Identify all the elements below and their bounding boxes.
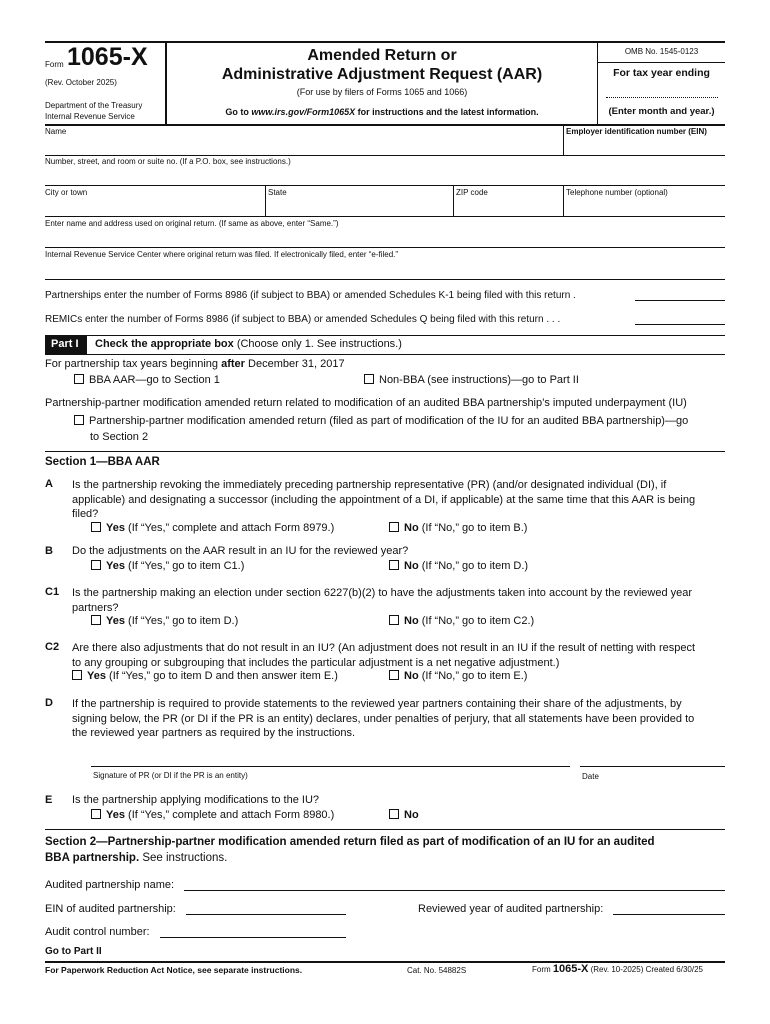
item-c1-no[interactable]: No (If “No,” go to item C2.) bbox=[389, 615, 534, 627]
form-word: Form bbox=[45, 60, 64, 69]
revision: (Rev. October 2025) bbox=[45, 78, 117, 87]
bba-aar-option[interactable]: BBA AAR—go to Section 1 bbox=[74, 374, 220, 386]
checkbox[interactable] bbox=[91, 809, 101, 819]
audit-control-label: Audit control number: bbox=[45, 926, 150, 938]
reviewed-year-label: Reviewed year of audited partnership: bbox=[418, 903, 604, 915]
zip-label: ZIP code bbox=[456, 188, 488, 197]
item-a-yes[interactable]: Yes (If “Yes,” complete and attach Form 8979.) bbox=[91, 522, 334, 534]
tax-year-label: For tax year ending bbox=[613, 67, 710, 79]
audited-name-input[interactable] bbox=[184, 890, 725, 891]
item-c2-question: Are there also adjustments that do not result in an IU? (An adjustment does not result in an IU if the result of netting with respect to any grouping or subgrouping that includes the particular adjustment is a net negative adjustment.) bbox=[72, 642, 696, 669]
signature-input[interactable] bbox=[91, 766, 570, 767]
irs-center-label: Internal Revenue Service Center where original return was filed. If electronically filed, enter “e-filed.” bbox=[45, 250, 399, 259]
audited-ein-input[interactable] bbox=[186, 914, 346, 915]
item-b-question: Do the adjustments on the AAR result in an IU for the reviewed year? bbox=[72, 545, 409, 557]
name-label: Name bbox=[45, 127, 67, 136]
item-e-no[interactable]: No bbox=[389, 809, 419, 821]
ppm-option[interactable]: Partnership-partner modification amended return (filed as part of modification of the IU for an audited BBA partnership)—go to Section 2 bbox=[74, 413, 688, 445]
date-label: Date bbox=[582, 772, 599, 781]
checkbox[interactable] bbox=[91, 560, 101, 570]
bba-year-note: For partnership tax years beginning after December 31, 2017 bbox=[45, 358, 345, 370]
part-1-title: Check the appropriate box (Choose only 1. See instructions.) bbox=[95, 338, 402, 350]
department: Department of the Treasury bbox=[45, 101, 143, 110]
ppm-intro: Partnership-partner modification amended return related to modification of an audited BBA partnership’s imputed underpayment (IU) bbox=[45, 397, 687, 409]
item-d-statement: If the partnership is required to provide statements to the reviewed year partners containing their share of the adjustments, by signing below, the PR (or DI if the PR is an entity) declares, under penalties of perjury, that all statements have been provided to the reviewed year partners as required by the instructions. bbox=[72, 698, 695, 739]
remics-count-label: REMICs enter the number of Forms 8986 (if subject to BBA) or amended Schedules Q being filed with this return . . . bbox=[45, 314, 561, 325]
item-b-no[interactable]: No (If “No,” go to item D.) bbox=[389, 560, 528, 572]
checkbox[interactable] bbox=[74, 374, 84, 384]
section-2-title: Section 2—Partnership-partner modification amended return filed as part of modification of an IU for an audited BBA partnership. See instructions. bbox=[45, 836, 655, 864]
instructions-link[interactable]: Go to www.irs.gov/Form1065X for instructions and the latest information. bbox=[225, 107, 539, 117]
city-label: City or town bbox=[45, 188, 88, 197]
checkbox[interactable] bbox=[389, 615, 399, 625]
section-1-title: Section 1—BBA AAR bbox=[45, 456, 160, 468]
checkbox[interactable] bbox=[389, 670, 399, 680]
signature-label: Signature of PR (or DI if the PR is an entity) bbox=[93, 771, 248, 780]
form-subtitle: (For use by filers of Forms 1065 and 1066) bbox=[296, 87, 468, 97]
checkbox[interactable] bbox=[91, 522, 101, 532]
catalog-number: Cat. No. 54882S bbox=[407, 966, 467, 975]
checkbox[interactable] bbox=[389, 809, 399, 819]
phone-label: Telephone number (optional) bbox=[566, 188, 668, 197]
item-letter: C1 bbox=[45, 586, 60, 598]
item-c1-question: Is the partnership making an election under section 6227(b)(2) to have the adjustments taken into account by the reviewed year partners? bbox=[72, 587, 693, 614]
item-a-question: Is the partnership revoking the immediately preceding partnership representative (PR) (and/or designated individual (DI), if applicable) and designating a successor (including the appointment of a DI, if applicable) at the same time that this AAR is being filed? bbox=[72, 479, 696, 520]
date-input[interactable] bbox=[580, 766, 725, 767]
item-e-question: Is the partnership applying modifications to the IU? bbox=[72, 794, 320, 806]
original-name-label: Enter name and address used on original return. (If same as above, enter “Same.”) bbox=[45, 219, 339, 228]
ein-label: Employer identification number (EIN) bbox=[566, 127, 707, 136]
non-bba-option[interactable]: Non-BBA (see instructions)—go to Part II bbox=[364, 374, 579, 386]
item-letter: B bbox=[45, 545, 53, 557]
audited-ein-label: EIN of audited partnership: bbox=[45, 903, 176, 915]
street-input[interactable] bbox=[45, 166, 725, 185]
partnerships-count-label: Partnerships enter the number of Forms 8986 (if subject to BBA) or amended Schedules K-1 being filed with this return . bbox=[45, 290, 576, 301]
agency: Internal Revenue Service bbox=[45, 112, 135, 121]
reviewed-year-input[interactable] bbox=[613, 914, 725, 915]
name-input[interactable] bbox=[45, 136, 563, 155]
form-number: 1065-X bbox=[67, 43, 148, 71]
item-a-no[interactable]: No (If “No,” go to item B.) bbox=[389, 522, 527, 534]
audited-name-label: Audited partnership name: bbox=[45, 879, 175, 891]
form-title: Amended Return or Administrative Adjustment Request (AAR) bbox=[221, 47, 543, 83]
state-label: State bbox=[268, 188, 287, 197]
checkbox[interactable] bbox=[72, 670, 82, 680]
omb-number: OMB No. 1545-0123 bbox=[624, 47, 699, 56]
tax-year-hint: (Enter month and year.) bbox=[608, 106, 715, 117]
remics-count-input[interactable] bbox=[635, 324, 725, 325]
item-letter: A bbox=[45, 478, 53, 490]
checkbox[interactable] bbox=[364, 374, 374, 384]
item-letter: E bbox=[45, 794, 53, 806]
item-b-yes[interactable]: Yes (If “Yes,” go to item C1.) bbox=[91, 560, 244, 572]
tax-year-input[interactable] bbox=[606, 97, 718, 98]
item-e-yes[interactable]: Yes (If “Yes,” complete and attach Form 8980.) bbox=[91, 809, 334, 821]
item-c2-yes[interactable]: Yes (If “Yes,” go to item D and then answer item E.) bbox=[72, 670, 338, 682]
ein-input[interactable] bbox=[566, 137, 725, 155]
footer-form-id: Form 1065-X (Rev. 10-2025) Created 6/30/25 bbox=[532, 963, 703, 975]
audit-control-input[interactable] bbox=[160, 937, 346, 938]
item-c1-yes[interactable]: Yes (If “Yes,” go to item D.) bbox=[91, 615, 238, 627]
part-1-label: Part I bbox=[45, 336, 87, 354]
partnerships-count-input[interactable] bbox=[635, 300, 725, 301]
item-letter: D bbox=[45, 697, 53, 709]
item-letter: C2 bbox=[45, 641, 60, 653]
checkbox[interactable] bbox=[91, 615, 101, 625]
checkbox[interactable] bbox=[74, 415, 84, 425]
checkbox[interactable] bbox=[389, 560, 399, 570]
checkbox[interactable] bbox=[389, 522, 399, 532]
go-to-part-2: Go to Part II bbox=[45, 946, 102, 957]
item-c2-no[interactable]: No (If “No,” go to item E.) bbox=[389, 670, 527, 682]
street-label: Number, street, and room or suite no. (If a P.O. box, see instructions.) bbox=[45, 157, 291, 166]
paperwork-notice: For Paperwork Reduction Act Notice, see separate instructions. bbox=[45, 965, 303, 975]
